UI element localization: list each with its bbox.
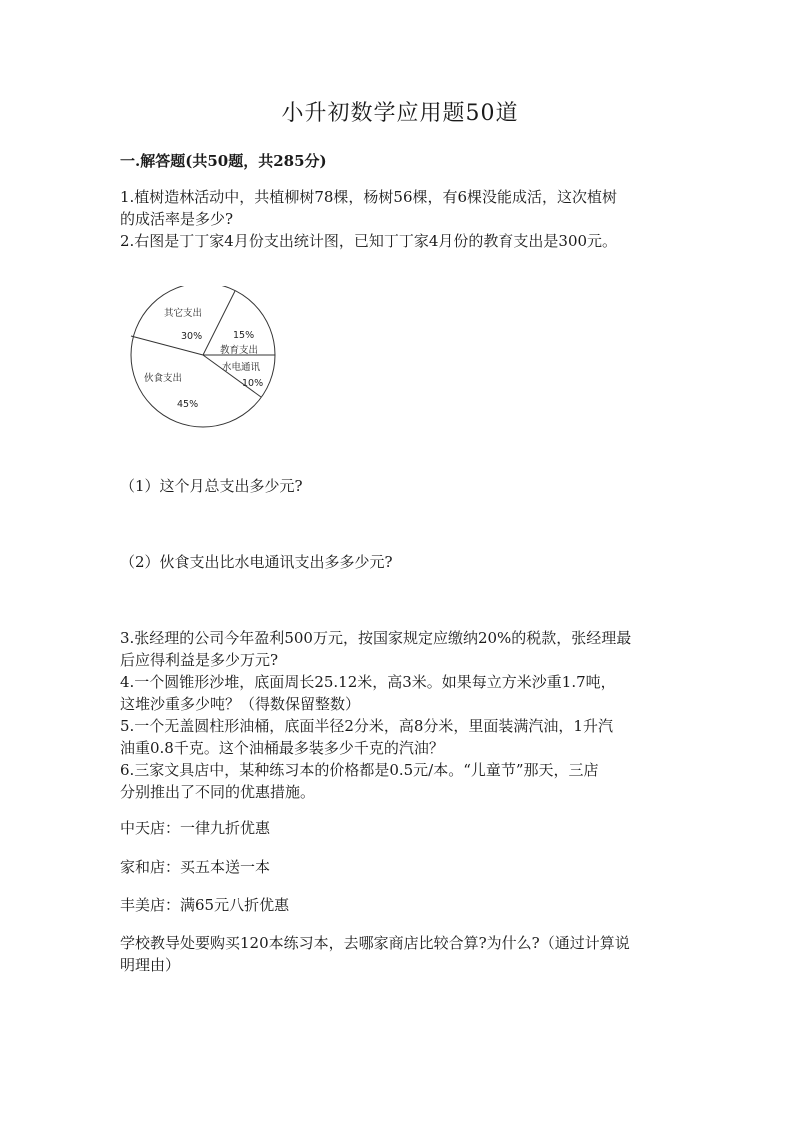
question-4-line2: 这堆沙重多少吨？（得数保留整数） [120, 695, 361, 713]
question-3-line2: 后应得利益是多少万元? [120, 651, 279, 669]
question-3-line1: 3.张经理的公司今年盈利500万元，按国家规定应缴纳20%的税款，张经理最 [120, 629, 632, 647]
slice-percent-other: 30% [181, 331, 203, 342]
store-zhongtian: 中天店：一律九折优惠 [120, 819, 271, 837]
question-6-line1: 6.三家文具店中，某种练习本的价格都是0.5元/本。“儿童节”那天，三店 [120, 761, 599, 779]
question-6-ask [120, 932, 680, 976]
question-6-ask-line2: 明理由） [120, 956, 181, 974]
question-1-line2: 的成活率是多少? [120, 210, 234, 228]
question-2-sub2: （2）伙食支出比水电通讯支出多多少元? [120, 553, 393, 571]
question-5-line2: 油重0.8千克。这个油桶最多装多少千克的汽油？ [120, 739, 444, 757]
question-1 [120, 186, 680, 230]
slice-percent-utilities: 10% [242, 378, 264, 389]
slice-label-utilities: 水电通讯 [222, 362, 261, 373]
slice-label-education: 教育支出 [220, 345, 259, 356]
pie-chart-svg [126, 286, 286, 436]
question-5-line1: 5.一个无盖圆柱形油桶，底面半径2分米，高8分米，里面装满汽油，1升汽 [120, 717, 613, 735]
question-6-ask-line1: 学校教导处要购买120本练习本，去哪家商店比较合算?为什么?（通过计算说 [120, 934, 630, 952]
slice-label-food: 伙食支出 [144, 373, 183, 384]
store-jiahe: 家和店：买五本送一本 [120, 858, 271, 876]
slice-percent-food: 45% [177, 399, 199, 410]
slice-percent-education: 15% [233, 330, 255, 341]
question-4-line1: 4.一个圆锥形沙堆，底面周长25.12米，高3米。如果每立方米沙重1.7吨， [120, 673, 616, 691]
section-heading: 一.解答题(共50题，共285分) [120, 152, 327, 170]
question-6-line2: 分别推出了不同的优惠措施。 [120, 783, 316, 801]
slice-label-other: 其它支出 [164, 308, 203, 319]
store-fengmei: 丰美店：满65元八折优惠 [120, 896, 290, 914]
question-2 [120, 230, 680, 252]
question-1-line1: 1.植树造林活动中，共植柳树78棵，杨树56棵，有6棵没能成活，这次植树 [120, 188, 618, 206]
question-2-text: 2.右图是丁丁家4月份支出统计图，已知丁丁家4月份的教育支出是300元。 [120, 232, 618, 250]
question-3 [120, 627, 680, 803]
question-2-sub1: （1）这个月总支出多少元? [120, 477, 303, 495]
pie-outline [131, 286, 275, 427]
page-title: 小升初数学应用题50道 [281, 101, 519, 126]
pie-chart [126, 286, 286, 436]
